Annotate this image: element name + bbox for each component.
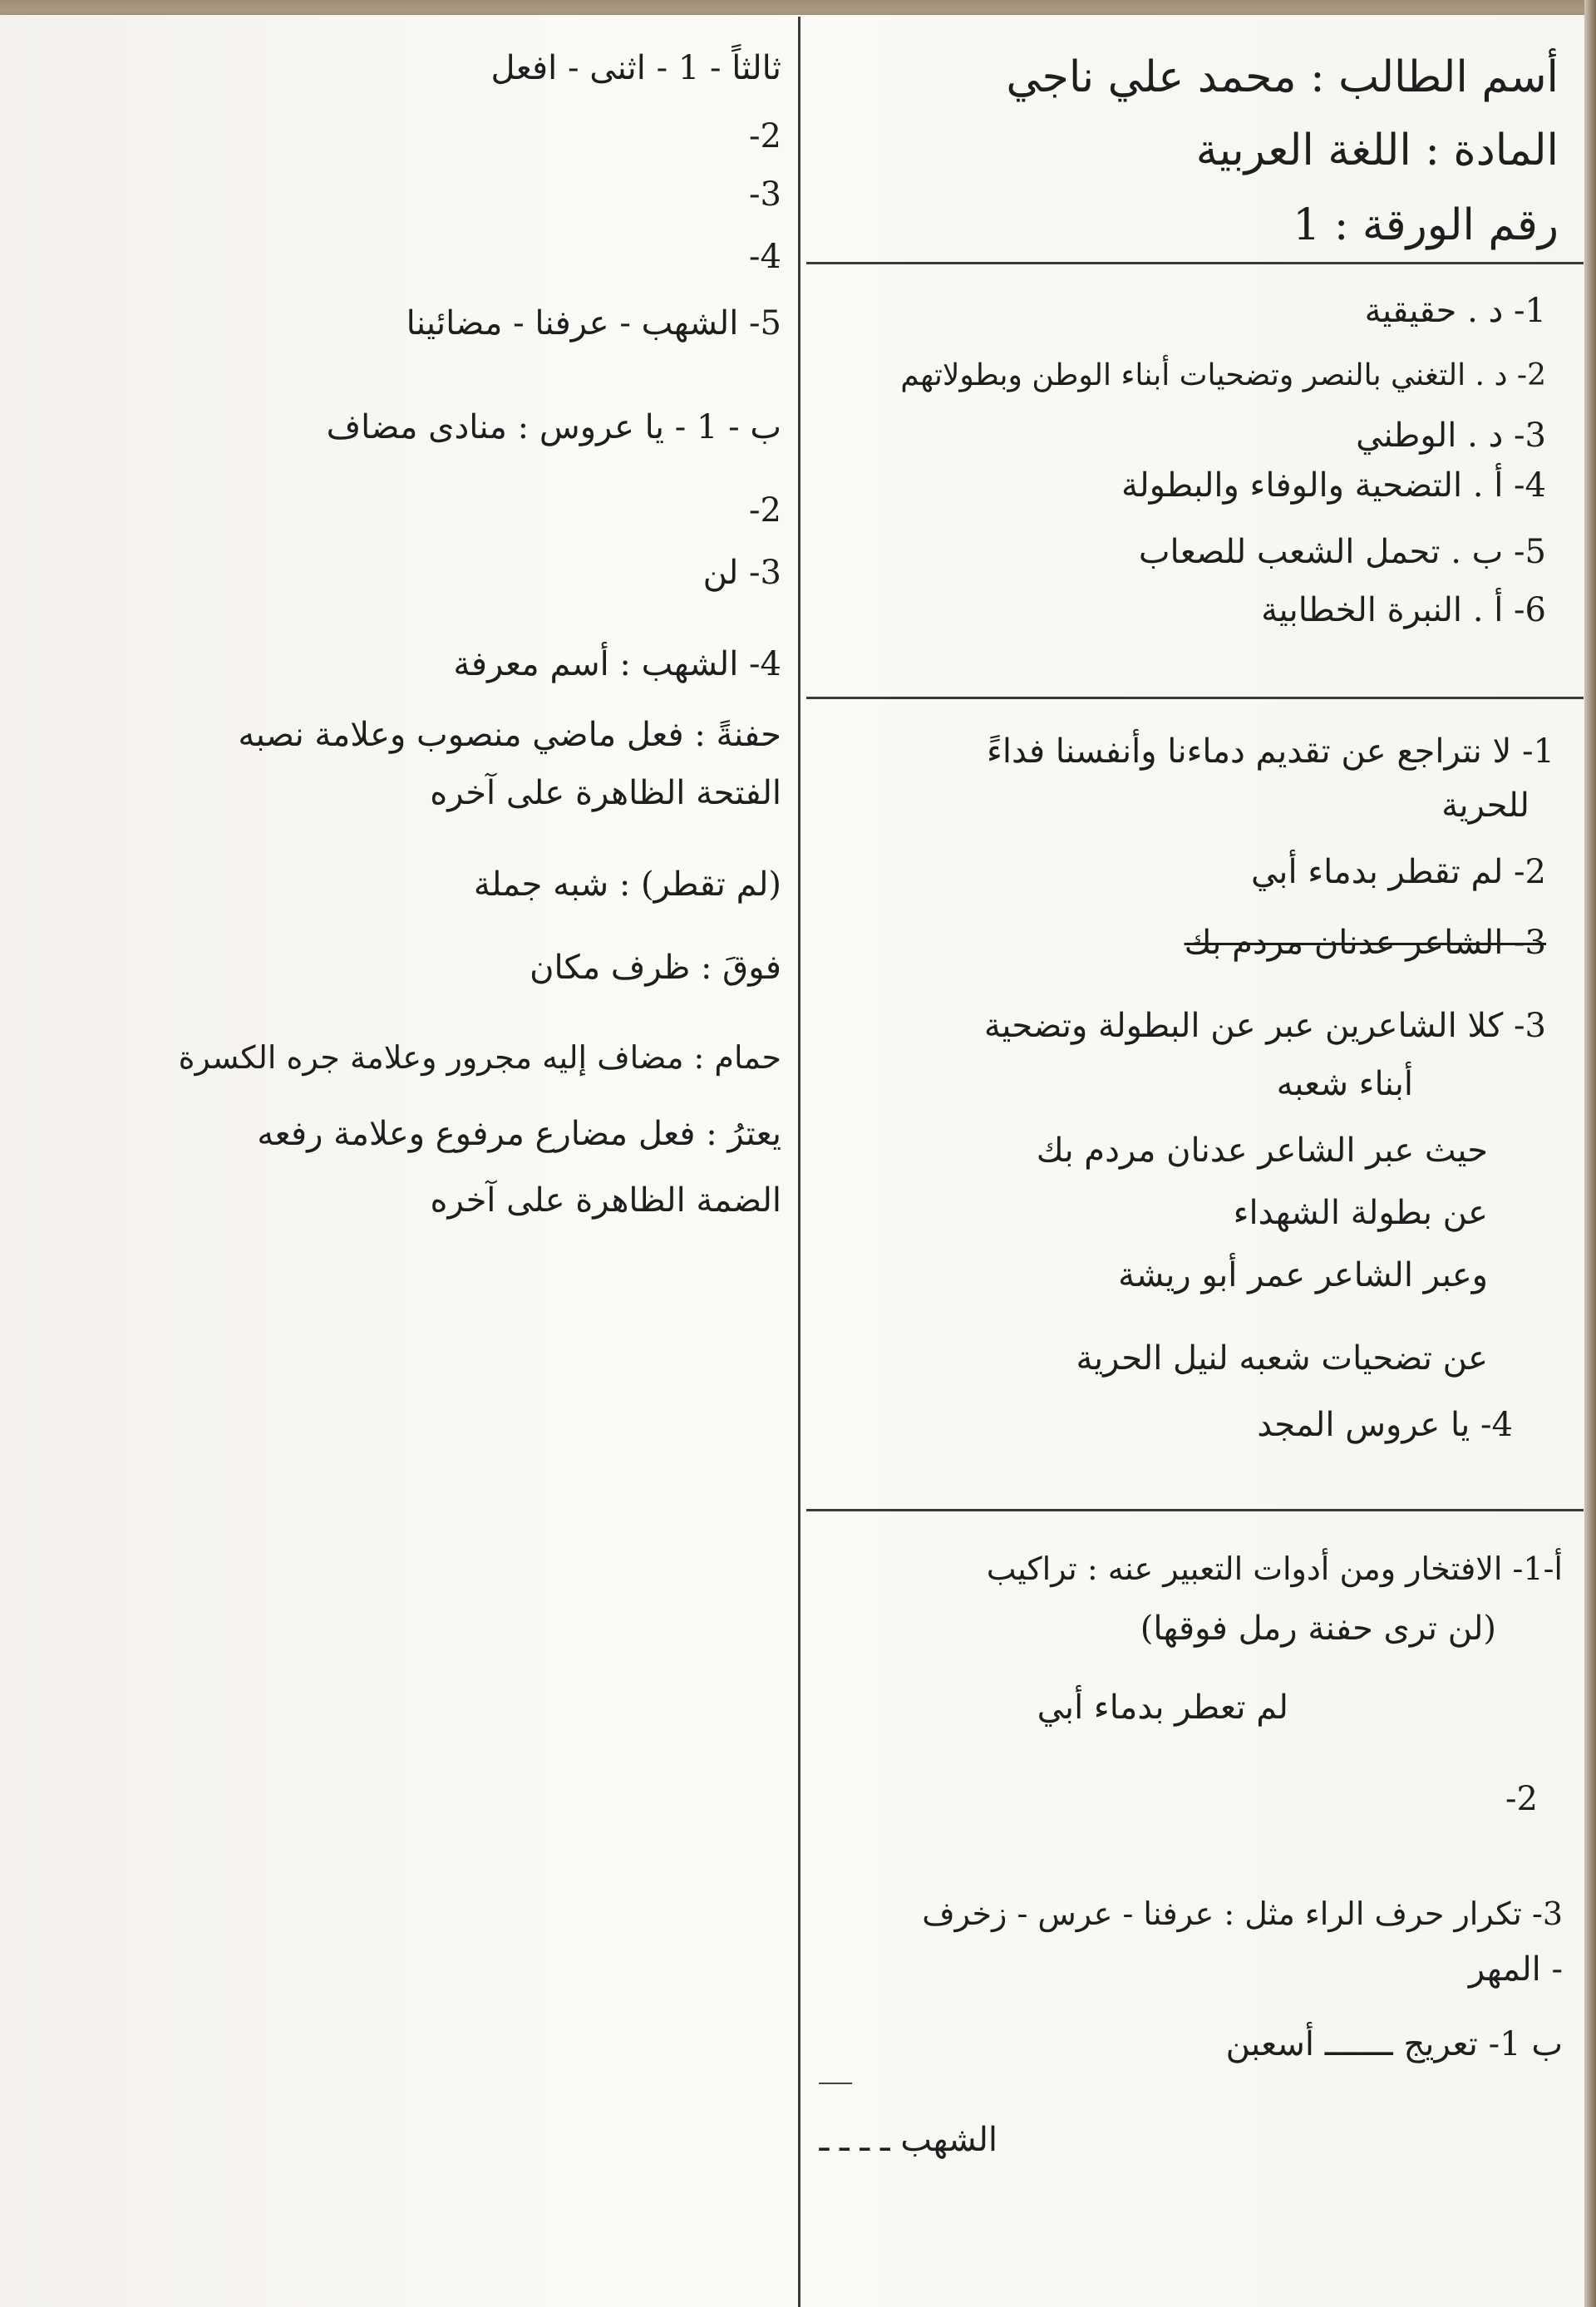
q4-answer-3: 3- <box>749 175 781 214</box>
q3-answer-a1-example2: لم تعطر بدماء أبي <box>1037 1688 1288 1727</box>
q4-answer-b4-line4: (لم تقطر) : شبه جملة <box>473 865 781 904</box>
pen-mark <box>819 2083 852 2084</box>
q4-answer-b4-line3: الفتحة الظاهرة على آخره <box>430 774 781 812</box>
q4-answer-b2: 2- <box>749 491 781 530</box>
q4-answer-1: ثالثاً - 1 - اثنى - افعل <box>490 49 781 87</box>
q4-answer-b4-line7: يعترُ : فعل مضارع مرفوع وعلامة رفعه <box>257 1115 781 1153</box>
column-divider <box>798 17 800 2307</box>
q2-answer-1: 1- لا نتراجع عن تقديم دماءنا وأنفسنا فداءً <box>987 732 1554 771</box>
q3-answer-b1: ب 1- تعريج ـــــــ أسعبن <box>1225 2025 1563 2063</box>
q3-answer-a1: أ-1- الافتخار ومن أدوات التعبير عنه : تراكيب <box>986 1550 1563 1587</box>
q3-answer-2: 2- <box>1505 1780 1538 1818</box>
q4-answer-b4-line5: فوقَ : ظرف مكان <box>530 949 781 987</box>
student-name: أسم الطالب : محمد علي ناجي <box>1006 52 1559 102</box>
q3-answer-b1-cont: الشهب ـ ـ ـ ـ <box>819 2121 998 2159</box>
q4-answer-b4-line6: حمام : مضاف إليه مجرور وعلامة جره الكسرة <box>178 1039 781 1076</box>
q2-answer-3-line2: أبناء شعبه <box>1276 1065 1413 1103</box>
q2-answer-4: 4- يا عروس المجد <box>1257 1406 1513 1444</box>
q4-answer-4: 4- <box>749 238 781 276</box>
q4-answer-b3: 3- لن <box>702 554 781 592</box>
q2-answer-3-line6: عن تضحيات شعبه لنيل الحرية <box>1076 1339 1488 1378</box>
left-column <box>0 0 794 2307</box>
q1-answer-3: 3- د . الوطني <box>1356 417 1546 455</box>
q2-answer-3: 3- كلا الشاعرين عبر عن البطولة وتضحية <box>983 1007 1546 1045</box>
right-column <box>806 0 1579 2307</box>
q2-answer-1-cont: للحرية <box>1441 786 1530 825</box>
q4-answer-5: 5- الشهب - عرفنا - مضائينا <box>406 304 781 343</box>
sheet-number: رقم الورقة : 1 <box>1293 200 1559 250</box>
q2-answer-3-line3: حيث عبر الشاعر عدنان مردم بك <box>1036 1131 1488 1170</box>
q1-answer-2: 2- د . التغني بالنصر وتضحيات أبناء الوطن وبطولاتهم <box>900 358 1546 392</box>
q3-answer-3-cont: - المهر <box>1468 1950 1563 1989</box>
q1-answer-1: 1- د . حقيقية <box>1364 292 1546 330</box>
sheet-right-edge <box>1584 0 1596 2307</box>
q1-answer-5: 5- ب . تحمل الشعب للصعاب <box>1138 533 1546 571</box>
q4-answer-b4-line8: الضمة الظاهرة على آخره <box>430 1181 781 1220</box>
q2-answer-3-line5: وعبر الشاعر عمر أبو ريشة <box>1118 1256 1488 1294</box>
q4-answer-b4: 4- الشهب : أسم معرفة <box>453 645 781 683</box>
section-rule-1 <box>806 262 1584 264</box>
q4-answer-2: 2- <box>749 117 781 155</box>
q2-answer-3-struck: 3- الشاعر عدنان مردم بك <box>1184 924 1546 962</box>
q3-answer-3: 3- تكرار حرف الراء مثل : عرفنا - عرس - زخرف <box>922 1895 1563 1932</box>
q2-answer-2: 2- لم تقطر بدماء أبي <box>1250 853 1546 891</box>
section-rule-3 <box>806 1509 1584 1511</box>
q1-answer-6: 6- أ . النبرة الخطابية <box>1261 591 1546 629</box>
q4-answer-b4-line2: حفنةً : فعل ماضي منصوب وعلامة نصبه <box>238 716 781 754</box>
q2-answer-3-line4: عن بطولة الشهداء <box>1233 1194 1488 1232</box>
section-rule-2 <box>806 697 1584 699</box>
subject: المادة : اللغة العربية <box>1195 126 1559 175</box>
q3-answer-a1-example1: (لن ترى حفنة رمل فوقها) <box>1140 1609 1496 1648</box>
q4-answer-b1: ب - 1 - يا عروس : منادى مضاف <box>326 408 781 446</box>
q1-answer-4: 4- أ . التضحية والوفاء والبطولة <box>1121 466 1546 505</box>
